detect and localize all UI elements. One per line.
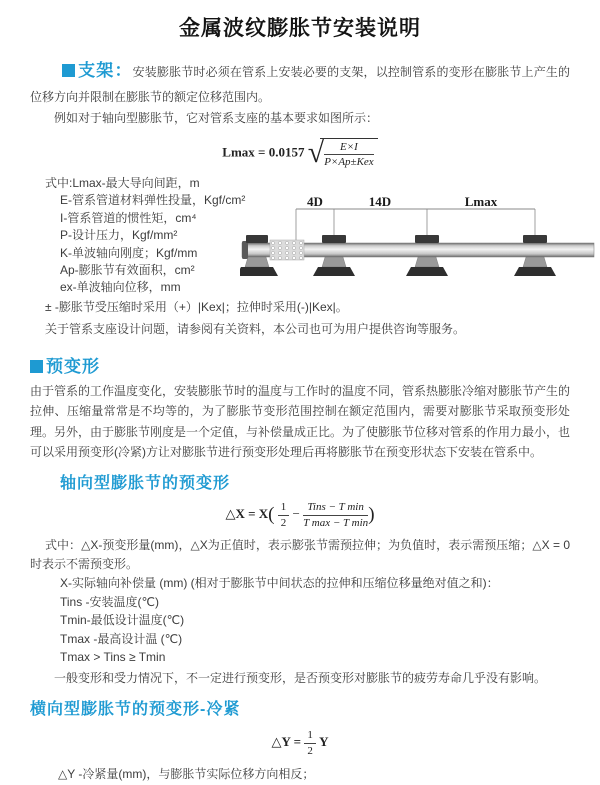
plus-minus-note: ± -膨胀节受压缩时采用（+）|Kex|；拉伸时采用(-)|Kex|。 [45,299,348,314]
axial-subheading: 轴向型膨胀节的预变形 [60,475,231,493]
temperature-fraction: $\frac{\text{Tins − T min}}{\text{T max − T min}}$ [303,501,369,529]
bellows [270,240,304,260]
page-title: 金属波纹膨胀节安装说明 [179,17,421,40]
pre-deformation-label: 预变形 [46,356,100,376]
def-item-ex: ex-单波轴向位移，mm [60,280,181,295]
formula-defs-intro: 式中:Lmax-最大导向间距，m [45,176,200,191]
lmax-formula-fraction: $\frac{E\times I}{\text{P×Ap±Kex}}$ [324,140,374,169]
lateral-formula-lhs: △Y = [271,734,302,750]
one-half-fraction: $\frac{1}{2}$ [304,729,316,757]
support-intro-text: 安装膨胀节时必须在管系上安装必要的支架，以控制管系的变形在膨胀节上产生的位移方向并限制在膨胀节的额定位移范围内。 [30,65,570,104]
dim-label-14d: 14D [368,196,392,209]
consulting-note: 关于管系支座设计问题，请参阅有关资料，本公司也可为用户提供咨询等服务。 [45,321,466,336]
def-item-ap: Ap-膨胀节有效面积，cm² [60,263,195,278]
lmax-formula [30,138,570,169]
lateral-note: △Y -冷紧量(mm)，与膨胀节实际位移方向相反； [58,767,315,782]
axial-formula-explanation: 式中：△X-预变形量(mm)，△X为正值时，表示膨张节需预拉伸；为负值时，表示需预压缩；△X = 0时表示不需预变形。 [30,537,570,571]
pipe-left-flange [242,241,248,259]
def-item-tmax: Tmax -最高设计温 (℃) [60,631,183,646]
support-section-paragraph [30,56,570,108]
def-item-i: I-管系管道的惯性矩，cm⁴ [60,210,197,225]
axial-note: 一般变形和受力情况下，不一定进行预变形，是否预变形对膨胀节的疲劳寿命几乎没有影响。 [54,670,547,685]
pipe-support-diagram-svg [240,196,598,288]
minus-sign: − [292,506,300,522]
dim-label-4d: 4D [307,196,323,209]
lateral-formula [30,729,570,757]
axial-formula-lhs: △X = X [225,506,269,522]
section-square-icon [30,360,43,373]
pre-deformation-section-header [30,352,570,377]
one-half-fraction: $\frac{1}{2}$ [278,501,290,529]
section-square-icon [62,64,75,77]
lateral-formula-rhs: Y [319,734,329,750]
def-item-x: X-实际轴向补偿量 (mm) (相对于膨胀节中间状态的拉伸和压缩位移量绝对值之和)： [60,576,499,591]
def-item-e: E-管系管道材料弹性投量，Kgf/cm² [60,193,246,208]
lateral-subheading: 横向型膨胀节的预变形-冷紧 [30,701,241,719]
def-item-k: K-单波轴向刚度；Kgf/mm [60,245,198,260]
dim-label-lmax: Lmax [464,196,498,209]
pre-deformation-paragraph: 由于管系的工作温度变化，安装膨胀节时的温度与工作时的温度不同，管系热膨胀冷缩对膨胀节产生的拉伸、压缩量常常是不均等的，为了膨胀节变形范围控制在额定范围内，需要对膨胀节采取预变形处理。另外，由于膨胀节刚度是一个定值，与补偿量成正比。为了使膨胀节位移对管系的作用力最小，也可以采用预变形(冷紧)方让对膨胀节进行预变形处理后再将膨胀节在预变形状态下安装在管系中。 [30,383,571,459]
support-example-text: 例如对于轴向型膨胀节，它对管系支座的基本要求如图所示： [54,111,379,126]
lmax-formula-lhs: Lmax = 0.0157 [222,144,305,160]
axial-formula: △X = X( $\frac{1}{2}$ − $\frac{\text{Tins − T min}}{\text{T max − T min}}$ ) [225,501,375,529]
pipe-support-diagram [240,196,598,288]
def-item-p: P-设计压力，Kgf/mm² [60,228,178,243]
support-section-label: 支架： [78,61,133,80]
def-item-tmin: Tmin-最低设计温度(℃) [60,613,185,628]
radical-sign: √ $\frac{E\times I}{\text{P×Ap±Kex}}$ [308,144,378,159]
temperature-relation: Tmax > Tins ≥ Tmin [60,650,166,665]
def-item-tins: Tins -安装温度(℃) [60,594,160,609]
